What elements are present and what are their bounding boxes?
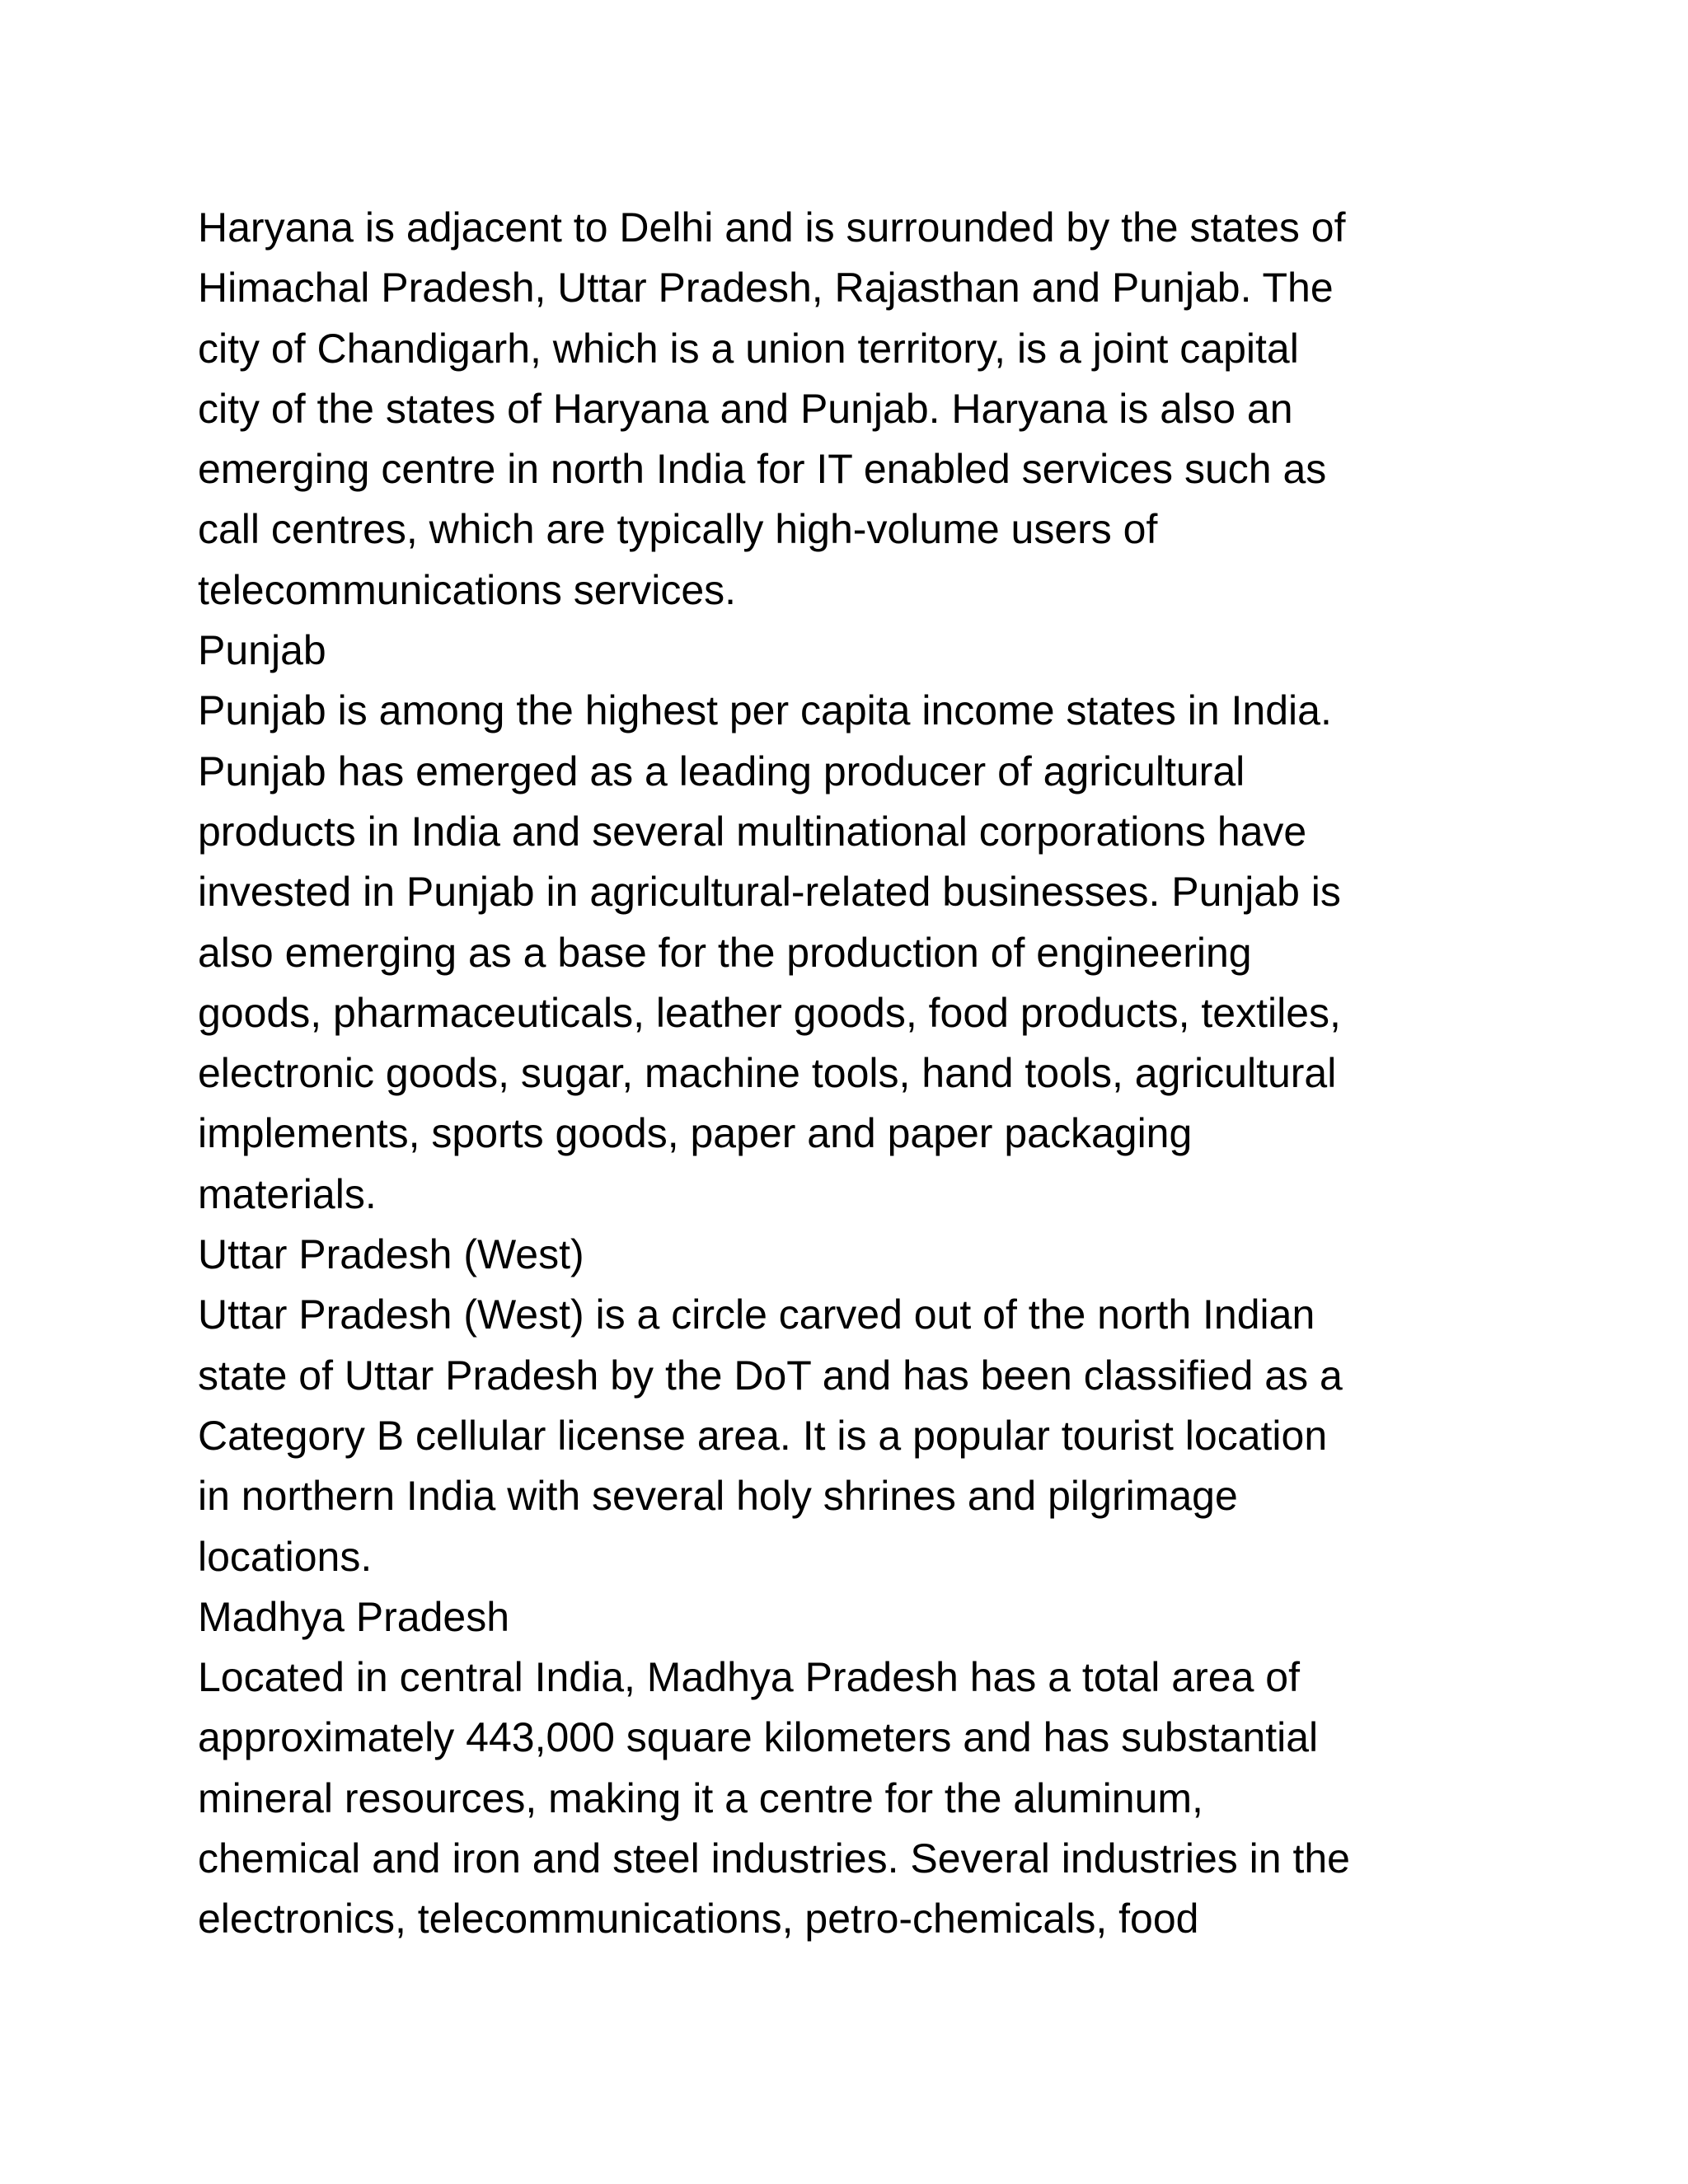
text-line: in northern India with several holy shrines and pilgrimage <box>198 1473 1238 1520</box>
text-line: products in India and several multinational corporations have <box>198 808 1307 855</box>
text-line: call centres, which are typically high-volume users of <box>198 506 1158 553</box>
text-line: telecommunications services. <box>198 566 737 613</box>
body-text <box>198 198 1500 1950</box>
text-line: implements, sports goods, paper and paper packaging <box>198 1110 1193 1157</box>
text-line: chemical and iron and steel industries. Several industries in the <box>198 1835 1350 1882</box>
text-line: electronic goods, sugar, machine tools, hand tools, agricultural <box>198 1050 1337 1097</box>
text-line: electronics, telecommunications, petro-chemicals, food <box>198 1896 1199 1943</box>
text-line: materials. <box>198 1170 377 1217</box>
section-heading-madhya-pradesh: Madhya Pradesh <box>198 1593 510 1640</box>
text-line: Punjab has emerged as a leading producer of agricultural <box>198 748 1245 794</box>
text-line: mineral resources, making it a centre for the aluminum, <box>198 1774 1203 1821</box>
text-line: Punjab is among the highest per capita income states in India. <box>198 687 1332 734</box>
text-line: city of the states of Haryana and Punjab. Haryana is also an <box>198 385 1293 432</box>
section-heading-uttar-pradesh-west: Uttar Pradesh (West) <box>198 1231 584 1278</box>
text-line: emerging centre in north India for IT enabled services such as <box>198 446 1327 493</box>
section-heading-punjab: Punjab <box>198 627 326 674</box>
text-line: Uttar Pradesh (West) is a circle carved out of the north Indian <box>198 1291 1315 1338</box>
text-line: invested in Punjab in agricultural-related businesses. Punjab is <box>198 869 1341 916</box>
text-line: locations. <box>198 1533 373 1580</box>
text-line: state of Uttar Pradesh by the DoT and has been classified as a <box>198 1352 1343 1399</box>
text-line: Category B cellular license area. It is a popular tourist location <box>198 1412 1328 1459</box>
text-line: city of Chandigarh, which is a union territory, is a joint capital <box>198 325 1299 372</box>
text-line: Located in central India, Madhya Pradesh has a total area of <box>198 1654 1300 1701</box>
text-line: goods, pharmaceuticals, leather goods, food products, textiles, <box>198 989 1341 1036</box>
text-line: also emerging as a base for the production of engineering <box>198 929 1252 976</box>
text-line: approximately 443,000 square kilometers and has substantial <box>198 1714 1319 1761</box>
text-line: Haryana is adjacent to Delhi and is surrounded by the states of <box>198 204 1346 251</box>
text-line: Himachal Pradesh, Uttar Pradesh, Rajasthan and Punjab. The <box>198 265 1334 312</box>
